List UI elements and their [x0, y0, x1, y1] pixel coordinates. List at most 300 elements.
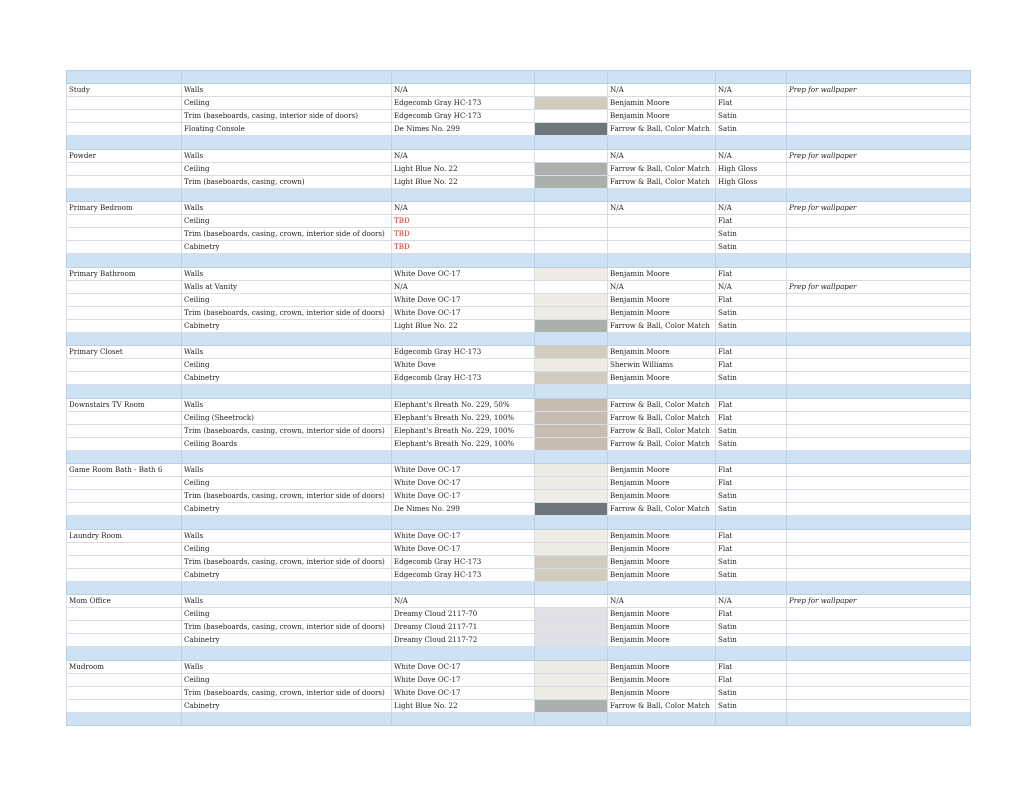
finish-cell[interactable]: Satin	[716, 699, 787, 712]
band-cell[interactable]	[67, 136, 182, 149]
band-cell[interactable]	[535, 385, 608, 398]
surface-cell[interactable]: Ceiling	[182, 97, 392, 110]
band-cell[interactable]	[716, 712, 787, 725]
color-name-cell[interactable]: Light Blue No. 22	[392, 175, 535, 188]
band-cell[interactable]	[608, 188, 716, 201]
brand-cell[interactable]	[608, 228, 716, 241]
color-name-cell[interactable]: White Dove OC-17	[392, 490, 535, 503]
surface-cell[interactable]: Ceiling (Sheetrock)	[182, 411, 392, 424]
band-cell[interactable]	[787, 254, 971, 267]
notes-cell[interactable]	[787, 267, 971, 280]
notes-cell[interactable]: Prep for wallpaper	[787, 84, 971, 97]
notes-cell[interactable]	[787, 660, 971, 673]
notes-cell[interactable]	[787, 464, 971, 477]
color-swatch-cell[interactable]	[535, 241, 608, 254]
band-cell[interactable]	[716, 188, 787, 201]
band-cell[interactable]	[182, 254, 392, 267]
band-cell[interactable]	[787, 136, 971, 149]
finish-cell[interactable]: Satin	[716, 228, 787, 241]
band-cell[interactable]	[535, 188, 608, 201]
color-swatch-cell[interactable]	[535, 595, 608, 608]
color-name-cell[interactable]: White Dove OC-17	[392, 542, 535, 555]
color-name-cell[interactable]: N/A	[392, 595, 535, 608]
band-cell[interactable]	[392, 188, 535, 201]
finish-cell[interactable]: Flat	[716, 97, 787, 110]
surface-cell[interactable]: Walls	[182, 595, 392, 608]
room-cell[interactable]: Mom Office	[67, 595, 182, 608]
color-swatch-cell[interactable]	[535, 542, 608, 555]
room-cell[interactable]	[67, 673, 182, 686]
finish-cell[interactable]: Satin	[716, 123, 787, 136]
finish-cell[interactable]: Flat	[716, 215, 787, 228]
color-swatch-cell[interactable]	[535, 686, 608, 699]
band-cell[interactable]	[67, 254, 182, 267]
band-cell[interactable]	[182, 332, 392, 345]
brand-cell[interactable]: Benjamin Moore	[608, 673, 716, 686]
color-name-cell[interactable]: N/A	[392, 202, 535, 215]
surface-cell[interactable]: Trim (baseboards, casing, crown, interior side of doors)	[182, 228, 392, 241]
brand-cell[interactable]: Benjamin Moore	[608, 542, 716, 555]
color-name-cell[interactable]: Edgecomb Gray HC-173	[392, 568, 535, 581]
room-cell[interactable]	[67, 634, 182, 647]
finish-cell[interactable]: Satin	[716, 621, 787, 634]
notes-cell[interactable]	[787, 437, 971, 450]
notes-cell[interactable]	[787, 555, 971, 568]
band-cell[interactable]	[182, 647, 392, 660]
notes-cell[interactable]	[787, 228, 971, 241]
room-cell[interactable]	[67, 372, 182, 385]
color-swatch-cell[interactable]	[535, 267, 608, 280]
brand-cell[interactable]: Farrow & Ball, Color Match	[608, 411, 716, 424]
band-cell[interactable]	[67, 581, 182, 594]
brand-cell[interactable]: Benjamin Moore	[608, 477, 716, 490]
surface-cell[interactable]: Trim (baseboards, casing, crown, interior side of doors)	[182, 686, 392, 699]
color-name-cell[interactable]: White Dove OC-17	[392, 529, 535, 542]
band-cell[interactable]	[392, 332, 535, 345]
color-name-cell[interactable]: White Dove OC-17	[392, 267, 535, 280]
band-cell[interactable]	[182, 450, 392, 463]
notes-cell[interactable]	[787, 608, 971, 621]
brand-cell[interactable]: N/A	[608, 280, 716, 293]
color-swatch-cell[interactable]	[535, 621, 608, 634]
brand-cell[interactable]: Benjamin Moore	[608, 608, 716, 621]
room-cell[interactable]	[67, 123, 182, 136]
band-cell[interactable]	[608, 647, 716, 660]
color-name-cell[interactable]: Elephant's Breath No. 229, 100%	[392, 424, 535, 437]
band-cell[interactable]	[535, 647, 608, 660]
color-name-cell[interactable]: N/A	[392, 84, 535, 97]
color-swatch-cell[interactable]	[535, 372, 608, 385]
surface-cell[interactable]: Ceiling Boards	[182, 437, 392, 450]
band-cell[interactable]	[716, 516, 787, 529]
finish-cell[interactable]: Flat	[716, 477, 787, 490]
color-name-cell[interactable]: Edgecomb Gray HC-173	[392, 555, 535, 568]
color-name-cell[interactable]: Elephant's Breath No. 229, 100%	[392, 411, 535, 424]
finish-cell[interactable]: Satin	[716, 503, 787, 516]
brand-cell[interactable]: Benjamin Moore	[608, 464, 716, 477]
color-name-cell[interactable]: Dreamy Cloud 2117-72	[392, 634, 535, 647]
band-cell[interactable]	[392, 581, 535, 594]
band-cell[interactable]	[182, 581, 392, 594]
finish-cell[interactable]: Satin	[716, 306, 787, 319]
finish-cell[interactable]: Satin	[716, 241, 787, 254]
surface-cell[interactable]: Cabinetry	[182, 319, 392, 332]
surface-cell[interactable]: Walls	[182, 202, 392, 215]
room-cell[interactable]: Mudroom	[67, 660, 182, 673]
band-cell[interactable]	[67, 71, 182, 84]
surface-cell[interactable]: Ceiling	[182, 673, 392, 686]
band-cell[interactable]	[182, 188, 392, 201]
brand-cell[interactable]: N/A	[608, 202, 716, 215]
surface-cell[interactable]: Walls	[182, 149, 392, 162]
notes-cell[interactable]	[787, 424, 971, 437]
finish-cell[interactable]: Flat	[716, 359, 787, 372]
room-cell[interactable]: Powder	[67, 149, 182, 162]
brand-cell[interactable]: Benjamin Moore	[608, 568, 716, 581]
room-cell[interactable]: Primary Closet	[67, 346, 182, 359]
finish-cell[interactable]: Flat	[716, 542, 787, 555]
color-swatch-cell[interactable]	[535, 634, 608, 647]
color-swatch-cell[interactable]	[535, 503, 608, 516]
surface-cell[interactable]: Ceiling	[182, 542, 392, 555]
surface-cell[interactable]: Walls	[182, 398, 392, 411]
band-cell[interactable]	[182, 136, 392, 149]
surface-cell[interactable]: Ceiling	[182, 608, 392, 621]
brand-cell[interactable]: Benjamin Moore	[608, 372, 716, 385]
color-name-cell[interactable]: White Dove OC-17	[392, 293, 535, 306]
color-name-cell[interactable]: De Nimes No. 299	[392, 123, 535, 136]
band-cell[interactable]	[608, 71, 716, 84]
band-cell[interactable]	[608, 332, 716, 345]
color-swatch-cell[interactable]	[535, 568, 608, 581]
band-cell[interactable]	[392, 71, 535, 84]
band-cell[interactable]	[608, 254, 716, 267]
band-cell[interactable]	[392, 647, 535, 660]
band-cell[interactable]	[787, 647, 971, 660]
color-name-cell[interactable]: Elephant's Breath No. 229, 100%	[392, 437, 535, 450]
brand-cell[interactable]: Farrow & Ball, Color Match	[608, 162, 716, 175]
surface-cell[interactable]: Trim (baseboards, casing, crown, interior side of doors)	[182, 306, 392, 319]
band-cell[interactable]	[182, 71, 392, 84]
band-cell[interactable]	[716, 71, 787, 84]
room-cell[interactable]	[67, 110, 182, 123]
band-cell[interactable]	[67, 712, 182, 725]
band-cell[interactable]	[787, 712, 971, 725]
color-name-cell[interactable]: TBD	[392, 228, 535, 241]
brand-cell[interactable]: N/A	[608, 84, 716, 97]
brand-cell[interactable]: Benjamin Moore	[608, 490, 716, 503]
surface-cell[interactable]: Cabinetry	[182, 568, 392, 581]
room-cell[interactable]	[67, 490, 182, 503]
band-cell[interactable]	[608, 136, 716, 149]
color-name-cell[interactable]: Edgecomb Gray HC-173	[392, 346, 535, 359]
notes-cell[interactable]	[787, 123, 971, 136]
color-name-cell[interactable]: Light Blue No. 22	[392, 319, 535, 332]
surface-cell[interactable]: Trim (baseboards, casing, crown, interior side of doors)	[182, 555, 392, 568]
color-swatch-cell[interactable]	[535, 477, 608, 490]
finish-cell[interactable]: Flat	[716, 660, 787, 673]
notes-cell[interactable]	[787, 110, 971, 123]
color-swatch-cell[interactable]	[535, 202, 608, 215]
color-name-cell[interactable]: White Dove	[392, 359, 535, 372]
band-cell[interactable]	[716, 385, 787, 398]
band-cell[interactable]	[67, 385, 182, 398]
finish-cell[interactable]: Satin	[716, 490, 787, 503]
notes-cell[interactable]	[787, 634, 971, 647]
finish-cell[interactable]: Satin	[716, 634, 787, 647]
band-cell[interactable]	[608, 581, 716, 594]
color-swatch-cell[interactable]	[535, 411, 608, 424]
notes-cell[interactable]	[787, 359, 971, 372]
room-cell[interactable]	[67, 411, 182, 424]
surface-cell[interactable]: Walls	[182, 346, 392, 359]
color-swatch-cell[interactable]	[535, 110, 608, 123]
notes-cell[interactable]	[787, 699, 971, 712]
room-cell[interactable]	[67, 437, 182, 450]
band-cell[interactable]	[787, 332, 971, 345]
color-swatch-cell[interactable]	[535, 359, 608, 372]
finish-cell[interactable]: Flat	[716, 346, 787, 359]
surface-cell[interactable]: Walls	[182, 464, 392, 477]
color-name-cell[interactable]: White Dove OC-17	[392, 686, 535, 699]
finish-cell[interactable]: Satin	[716, 568, 787, 581]
band-cell[interactable]	[67, 516, 182, 529]
finish-cell[interactable]: N/A	[716, 84, 787, 97]
brand-cell[interactable]: Benjamin Moore	[608, 634, 716, 647]
color-name-cell[interactable]: White Dove OC-17	[392, 306, 535, 319]
finish-cell[interactable]: Satin	[716, 437, 787, 450]
finish-cell[interactable]: Satin	[716, 372, 787, 385]
notes-cell[interactable]	[787, 319, 971, 332]
finish-cell[interactable]: Flat	[716, 293, 787, 306]
surface-cell[interactable]: Trim (baseboards, casing, interior side of doors)	[182, 110, 392, 123]
color-swatch-cell[interactable]	[535, 346, 608, 359]
brand-cell[interactable]: Benjamin Moore	[608, 267, 716, 280]
brand-cell[interactable]: Benjamin Moore	[608, 346, 716, 359]
color-name-cell[interactable]: White Dove OC-17	[392, 673, 535, 686]
room-cell[interactable]	[67, 97, 182, 110]
color-name-cell[interactable]: Light Blue No. 22	[392, 699, 535, 712]
surface-cell[interactable]: Cabinetry	[182, 699, 392, 712]
color-swatch-cell[interactable]	[535, 97, 608, 110]
notes-cell[interactable]: Prep for wallpaper	[787, 202, 971, 215]
color-name-cell[interactable]: White Dove OC-17	[392, 464, 535, 477]
brand-cell[interactable]: Farrow & Ball, Color Match	[608, 424, 716, 437]
finish-cell[interactable]: Satin	[716, 686, 787, 699]
brand-cell[interactable]: Benjamin Moore	[608, 110, 716, 123]
color-name-cell[interactable]: White Dove OC-17	[392, 477, 535, 490]
notes-cell[interactable]	[787, 293, 971, 306]
brand-cell[interactable]: Benjamin Moore	[608, 621, 716, 634]
room-cell[interactable]	[67, 542, 182, 555]
color-swatch-cell[interactable]	[535, 464, 608, 477]
color-swatch-cell[interactable]	[535, 673, 608, 686]
brand-cell[interactable]: Benjamin Moore	[608, 555, 716, 568]
color-name-cell[interactable]: Edgecomb Gray HC-173	[392, 110, 535, 123]
color-swatch-cell[interactable]	[535, 162, 608, 175]
band-cell[interactable]	[535, 71, 608, 84]
color-swatch-cell[interactable]	[535, 215, 608, 228]
finish-cell[interactable]: Flat	[716, 411, 787, 424]
brand-cell[interactable]	[608, 215, 716, 228]
finish-cell[interactable]: N/A	[716, 202, 787, 215]
surface-cell[interactable]: Cabinetry	[182, 634, 392, 647]
color-name-cell[interactable]: Dreamy Cloud 2117-70	[392, 608, 535, 621]
room-cell[interactable]	[67, 241, 182, 254]
color-swatch-cell[interactable]	[535, 424, 608, 437]
notes-cell[interactable]: Prep for wallpaper	[787, 149, 971, 162]
surface-cell[interactable]: Cabinetry	[182, 241, 392, 254]
room-cell[interactable]: Game Room Bath - Bath 6	[67, 464, 182, 477]
room-cell[interactable]: Primary Bathroom	[67, 267, 182, 280]
surface-cell[interactable]: Ceiling	[182, 359, 392, 372]
band-cell[interactable]	[67, 332, 182, 345]
color-name-cell[interactable]: De Nimes No. 299	[392, 503, 535, 516]
color-name-cell[interactable]: Light Blue No. 22	[392, 162, 535, 175]
band-cell[interactable]	[182, 712, 392, 725]
finish-cell[interactable]: N/A	[716, 280, 787, 293]
notes-cell[interactable]	[787, 542, 971, 555]
color-swatch-cell[interactable]	[535, 319, 608, 332]
room-cell[interactable]	[67, 621, 182, 634]
band-cell[interactable]	[608, 712, 716, 725]
room-cell[interactable]	[67, 319, 182, 332]
room-cell[interactable]: Laundry Room	[67, 529, 182, 542]
surface-cell[interactable]: Walls	[182, 84, 392, 97]
finish-cell[interactable]: Satin	[716, 110, 787, 123]
band-cell[interactable]	[535, 136, 608, 149]
band-cell[interactable]	[67, 450, 182, 463]
band-cell[interactable]	[392, 450, 535, 463]
room-cell[interactable]	[67, 608, 182, 621]
notes-cell[interactable]: Prep for wallpaper	[787, 595, 971, 608]
notes-cell[interactable]	[787, 673, 971, 686]
band-cell[interactable]	[787, 450, 971, 463]
finish-cell[interactable]: N/A	[716, 149, 787, 162]
color-swatch-cell[interactable]	[535, 437, 608, 450]
brand-cell[interactable]: Benjamin Moore	[608, 97, 716, 110]
color-swatch-cell[interactable]	[535, 280, 608, 293]
surface-cell[interactable]: Trim (baseboards, casing, crown, interior side of doors)	[182, 490, 392, 503]
finish-cell[interactable]: Satin	[716, 555, 787, 568]
color-swatch-cell[interactable]	[535, 175, 608, 188]
room-cell[interactable]	[67, 568, 182, 581]
surface-cell[interactable]: Walls	[182, 267, 392, 280]
band-cell[interactable]	[535, 581, 608, 594]
notes-cell[interactable]	[787, 215, 971, 228]
band-cell[interactable]	[535, 450, 608, 463]
brand-cell[interactable]: Benjamin Moore	[608, 529, 716, 542]
color-name-cell[interactable]: TBD	[392, 215, 535, 228]
color-swatch-cell[interactable]	[535, 555, 608, 568]
band-cell[interactable]	[392, 254, 535, 267]
notes-cell[interactable]	[787, 477, 971, 490]
color-swatch-cell[interactable]	[535, 490, 608, 503]
brand-cell[interactable]: Benjamin Moore	[608, 660, 716, 673]
band-cell[interactable]	[67, 647, 182, 660]
room-cell[interactable]	[67, 162, 182, 175]
surface-cell[interactable]: Trim (baseboards, casing, crown)	[182, 175, 392, 188]
brand-cell[interactable]: N/A	[608, 149, 716, 162]
notes-cell[interactable]	[787, 411, 971, 424]
color-swatch-cell[interactable]	[535, 293, 608, 306]
surface-cell[interactable]: Cabinetry	[182, 372, 392, 385]
notes-cell[interactable]	[787, 346, 971, 359]
surface-cell[interactable]: Walls at Vanity	[182, 280, 392, 293]
color-swatch-cell[interactable]	[535, 84, 608, 97]
room-cell[interactable]	[67, 228, 182, 241]
color-swatch-cell[interactable]	[535, 149, 608, 162]
notes-cell[interactable]	[787, 621, 971, 634]
brand-cell[interactable]: Farrow & Ball, Color Match	[608, 398, 716, 411]
band-cell[interactable]	[535, 332, 608, 345]
band-cell[interactable]	[716, 254, 787, 267]
finish-cell[interactable]: Satin	[716, 319, 787, 332]
surface-cell[interactable]: Cabinetry	[182, 503, 392, 516]
band-cell[interactable]	[608, 516, 716, 529]
band-cell[interactable]	[392, 385, 535, 398]
color-name-cell[interactable]: Edgecomb Gray HC-173	[392, 97, 535, 110]
room-cell[interactable]	[67, 215, 182, 228]
brand-cell[interactable]: Benjamin Moore	[608, 293, 716, 306]
brand-cell[interactable]: Farrow & Ball, Color Match	[608, 175, 716, 188]
surface-cell[interactable]: Floating Console	[182, 123, 392, 136]
band-cell[interactable]	[608, 450, 716, 463]
band-cell[interactable]	[535, 254, 608, 267]
color-name-cell[interactable]: Edgecomb Gray HC-173	[392, 372, 535, 385]
band-cell[interactable]	[392, 136, 535, 149]
band-cell[interactable]	[787, 385, 971, 398]
color-swatch-cell[interactable]	[535, 529, 608, 542]
finish-cell[interactable]: High Gloss	[716, 162, 787, 175]
color-swatch-cell[interactable]	[535, 699, 608, 712]
band-cell[interactable]	[535, 712, 608, 725]
brand-cell[interactable]: Farrow & Ball, Color Match	[608, 437, 716, 450]
notes-cell[interactable]	[787, 529, 971, 542]
finish-cell[interactable]: High Gloss	[716, 175, 787, 188]
band-cell[interactable]	[787, 516, 971, 529]
brand-cell[interactable]: Farrow & Ball, Color Match	[608, 699, 716, 712]
band-cell[interactable]	[67, 188, 182, 201]
notes-cell[interactable]	[787, 175, 971, 188]
band-cell[interactable]	[392, 516, 535, 529]
room-cell[interactable]	[67, 699, 182, 712]
finish-cell[interactable]: N/A	[716, 595, 787, 608]
color-swatch-cell[interactable]	[535, 608, 608, 621]
brand-cell[interactable]	[608, 241, 716, 254]
notes-cell[interactable]	[787, 398, 971, 411]
band-cell[interactable]	[182, 385, 392, 398]
notes-cell[interactable]	[787, 686, 971, 699]
brand-cell[interactable]: Farrow & Ball, Color Match	[608, 503, 716, 516]
notes-cell[interactable]	[787, 306, 971, 319]
band-cell[interactable]	[716, 332, 787, 345]
notes-cell[interactable]	[787, 241, 971, 254]
color-swatch-cell[interactable]	[535, 398, 608, 411]
color-name-cell[interactable]: White Dove OC-17	[392, 660, 535, 673]
room-cell[interactable]	[67, 555, 182, 568]
surface-cell[interactable]: Walls	[182, 660, 392, 673]
room-cell[interactable]	[67, 359, 182, 372]
surface-cell[interactable]: Trim (baseboards, casing, crown, interior side of doors)	[182, 621, 392, 634]
room-cell[interactable]	[67, 293, 182, 306]
color-swatch-cell[interactable]	[535, 660, 608, 673]
brand-cell[interactable]: Benjamin Moore	[608, 686, 716, 699]
color-swatch-cell[interactable]	[535, 228, 608, 241]
color-name-cell[interactable]: N/A	[392, 280, 535, 293]
finish-cell[interactable]: Flat	[716, 529, 787, 542]
notes-cell[interactable]	[787, 503, 971, 516]
